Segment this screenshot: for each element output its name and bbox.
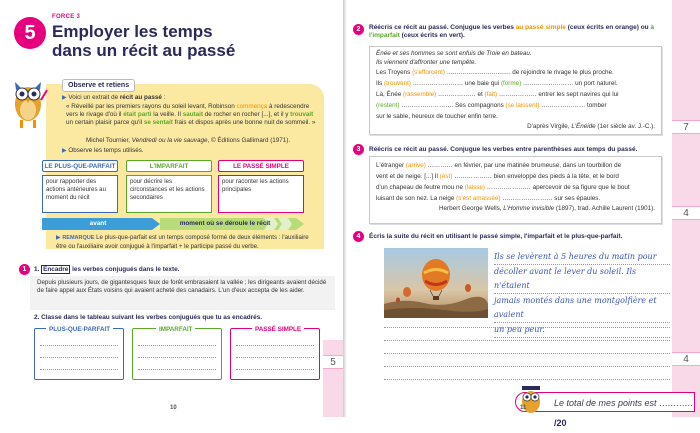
question-number-2: 2 xyxy=(353,24,364,35)
answer-line[interactable] xyxy=(384,327,670,328)
answer-line[interactable] xyxy=(138,357,216,358)
question-number-3: 3 xyxy=(353,144,364,155)
answer-line[interactable] xyxy=(384,353,670,354)
table-col-imparfait xyxy=(132,328,222,380)
page-number-left: 10 xyxy=(170,405,177,411)
observe-tenses: ▶ Observe les temps utilisés. xyxy=(62,147,144,154)
chapter-number: 5 xyxy=(14,17,46,49)
q2-instruction: 2. Classe dans le tableau suivant les verbes conjugués que tu as encadrés. xyxy=(34,314,263,321)
q4-instruction: Écris la suite du récit en utilisant le passé simple, l'imparfait et le plus-que-parfait. xyxy=(369,233,623,240)
q3-instruction: Réécris ce récit au passé. Conjugue les verbes entre parenthèses aux temps du passé. xyxy=(369,146,638,153)
answer-line[interactable] xyxy=(138,345,216,346)
table-col-passe-simple xyxy=(230,328,320,380)
q1-instruction: 1. Encadre les verbes conjugués dans le texte. xyxy=(34,266,180,273)
score-tab: 4 xyxy=(672,206,700,220)
answer-line[interactable] xyxy=(384,366,670,367)
timeline-before: avant xyxy=(89,220,107,227)
answer-line[interactable] xyxy=(40,345,118,346)
observe-heading: Observe et retiens xyxy=(62,79,135,92)
owl-mascot-icon xyxy=(8,70,48,132)
col-body-imparfait: pour décrire les circonstances et les actions secondaires xyxy=(126,175,212,213)
answer-line[interactable] xyxy=(236,357,314,358)
q2-instruction-right: Réécris ce récit au passé. Conjugue les verbes au passé simple (ceux écrits en orange) ou à l'imparfait (ceux écrits en vert). xyxy=(369,24,655,40)
triangle-bullet-icon: ▶ xyxy=(62,148,67,154)
answer-line[interactable] xyxy=(138,369,216,370)
balloon-photo xyxy=(384,248,488,318)
extract-quote: « Réveillé par les premiers rayons du soleil levant, Robinson commença à redescendre vers le rivage d'où il était parti la veille. Il sautait de rocher en rocher [...], et il y trouvait un certain plaisir parce qu'il se sentait frais et dispos après une bonne nuit de sommeil. » xyxy=(66,103,316,127)
answer-line[interactable] xyxy=(236,345,314,346)
col-head-passe-simple: LE PASSÉ SIMPLE xyxy=(218,160,304,172)
page-number-right: 11 xyxy=(520,405,527,411)
col-body-passe-simple: pour raconter les actions principales xyxy=(218,175,304,213)
question-number-1: 1 xyxy=(19,264,30,275)
handwritten-answer[interactable]: Ils se levèrent à 5 heures du matin pour décoller avant le lever du soleil. Ils n'étaient jamais montés dans une montgolfière et avaient un peu peur. xyxy=(494,250,670,338)
score-tab: 7 xyxy=(672,120,700,134)
table-head-imparfait: IMPARFAIT xyxy=(156,326,195,333)
answer-line[interactable] xyxy=(384,340,670,341)
table-col-plus-que-parfait xyxy=(34,328,124,380)
observe-intro: ▶ Voici un extrait de récit au passé : xyxy=(62,94,166,101)
timeline-during: moment où se déroule le récit xyxy=(179,220,271,227)
table-head-passe-simple: PASSÉ SIMPLE xyxy=(252,326,304,333)
triangle-bullet-icon: ▶ xyxy=(62,95,67,101)
col-body-plus-que-parfait: pour rapporter des actions antérieures au moment du récit xyxy=(42,175,118,213)
answer-line[interactable] xyxy=(384,379,670,380)
answer-line[interactable] xyxy=(40,357,118,358)
score-tab: 5 xyxy=(323,355,343,369)
score-tab: 4 xyxy=(672,352,700,366)
margin-bar xyxy=(323,340,345,417)
score-value: /20 xyxy=(554,418,567,428)
answer-line[interactable] xyxy=(40,369,118,370)
book-spine xyxy=(343,0,347,417)
text-box-wells: L'étranger (arrive) ………… en février, par une matinée brumeuse, dans un tourbillon de vent et de neige. [...] Il (est) ……………… bien enveloppé des pieds à la tête, et le bord d'un chapeau de feutre mou ne (laisse) ………………… apercevoir de sa figure que le bout luisant de son nez. La neige (s'est amassée) …………………… sur ses épaules. Herbert George Wells, L'Homme invisible (1897), trad. Achille Laurent (1901). xyxy=(369,156,662,224)
question-number-4: 4 xyxy=(353,231,364,242)
table-head-plus-que-parfait: PLUS-QUE-PARFAIT xyxy=(46,326,113,333)
remark: ▶ REMARQUE Le plus-que-parfait est un temps composé formé de deux éléments : l'auxiliaire être ou l'auxiliaire avoir conjugué à l'imparfait + le participe passé du verbe. xyxy=(56,234,309,250)
col-head-plus-que-parfait: LE PLUS-QUE-PARFAIT xyxy=(42,160,118,172)
text-box-eneide: Énée et ses hommes se sont enfuis de Troie en bateau. Ils viennent d'affronter une tempête. Les Troyens (s'efforcent) …………………………… de rejoindre le rivage le plus proche. Ils (trouvent) …………………… une baie qui (forme) …………………… un port naturel. Là, Énée (rassemble) ……………… et (fait) ……………… entrer les sept navires qui lui (restent) ……………………. Ses compagnons (se laissent) ………………… tomber sur le sable, heureux de toucher enfin terre. D'après Virgile, L'Énéide (1er siècle av. J.-C.). xyxy=(369,46,662,135)
extract-source: Michel Tournier, Vendredi ou la vie sauvage, © Éditions Gallimard (1971). xyxy=(86,137,291,144)
q1-passage: Depuis plusieurs jours, de gigantesques feux de forêt embrasaient la vallée ; les dirigeants avaient décidé de faire appel aux États voisins qui avaient acheté des canadairs. L'un d'eux accepta de les aider. xyxy=(30,276,335,310)
score-banner: Le total de mes points est ………… /20 xyxy=(515,392,695,412)
answer-line[interactable] xyxy=(236,369,314,370)
page-title: Employer les temps dans un récit au passé xyxy=(52,22,236,60)
chapter-label: FORCE 3 xyxy=(52,14,81,20)
triangle-bullet-icon: ▶ xyxy=(56,235,61,241)
col-head-imparfait: L'IMPARFAIT xyxy=(126,160,212,172)
